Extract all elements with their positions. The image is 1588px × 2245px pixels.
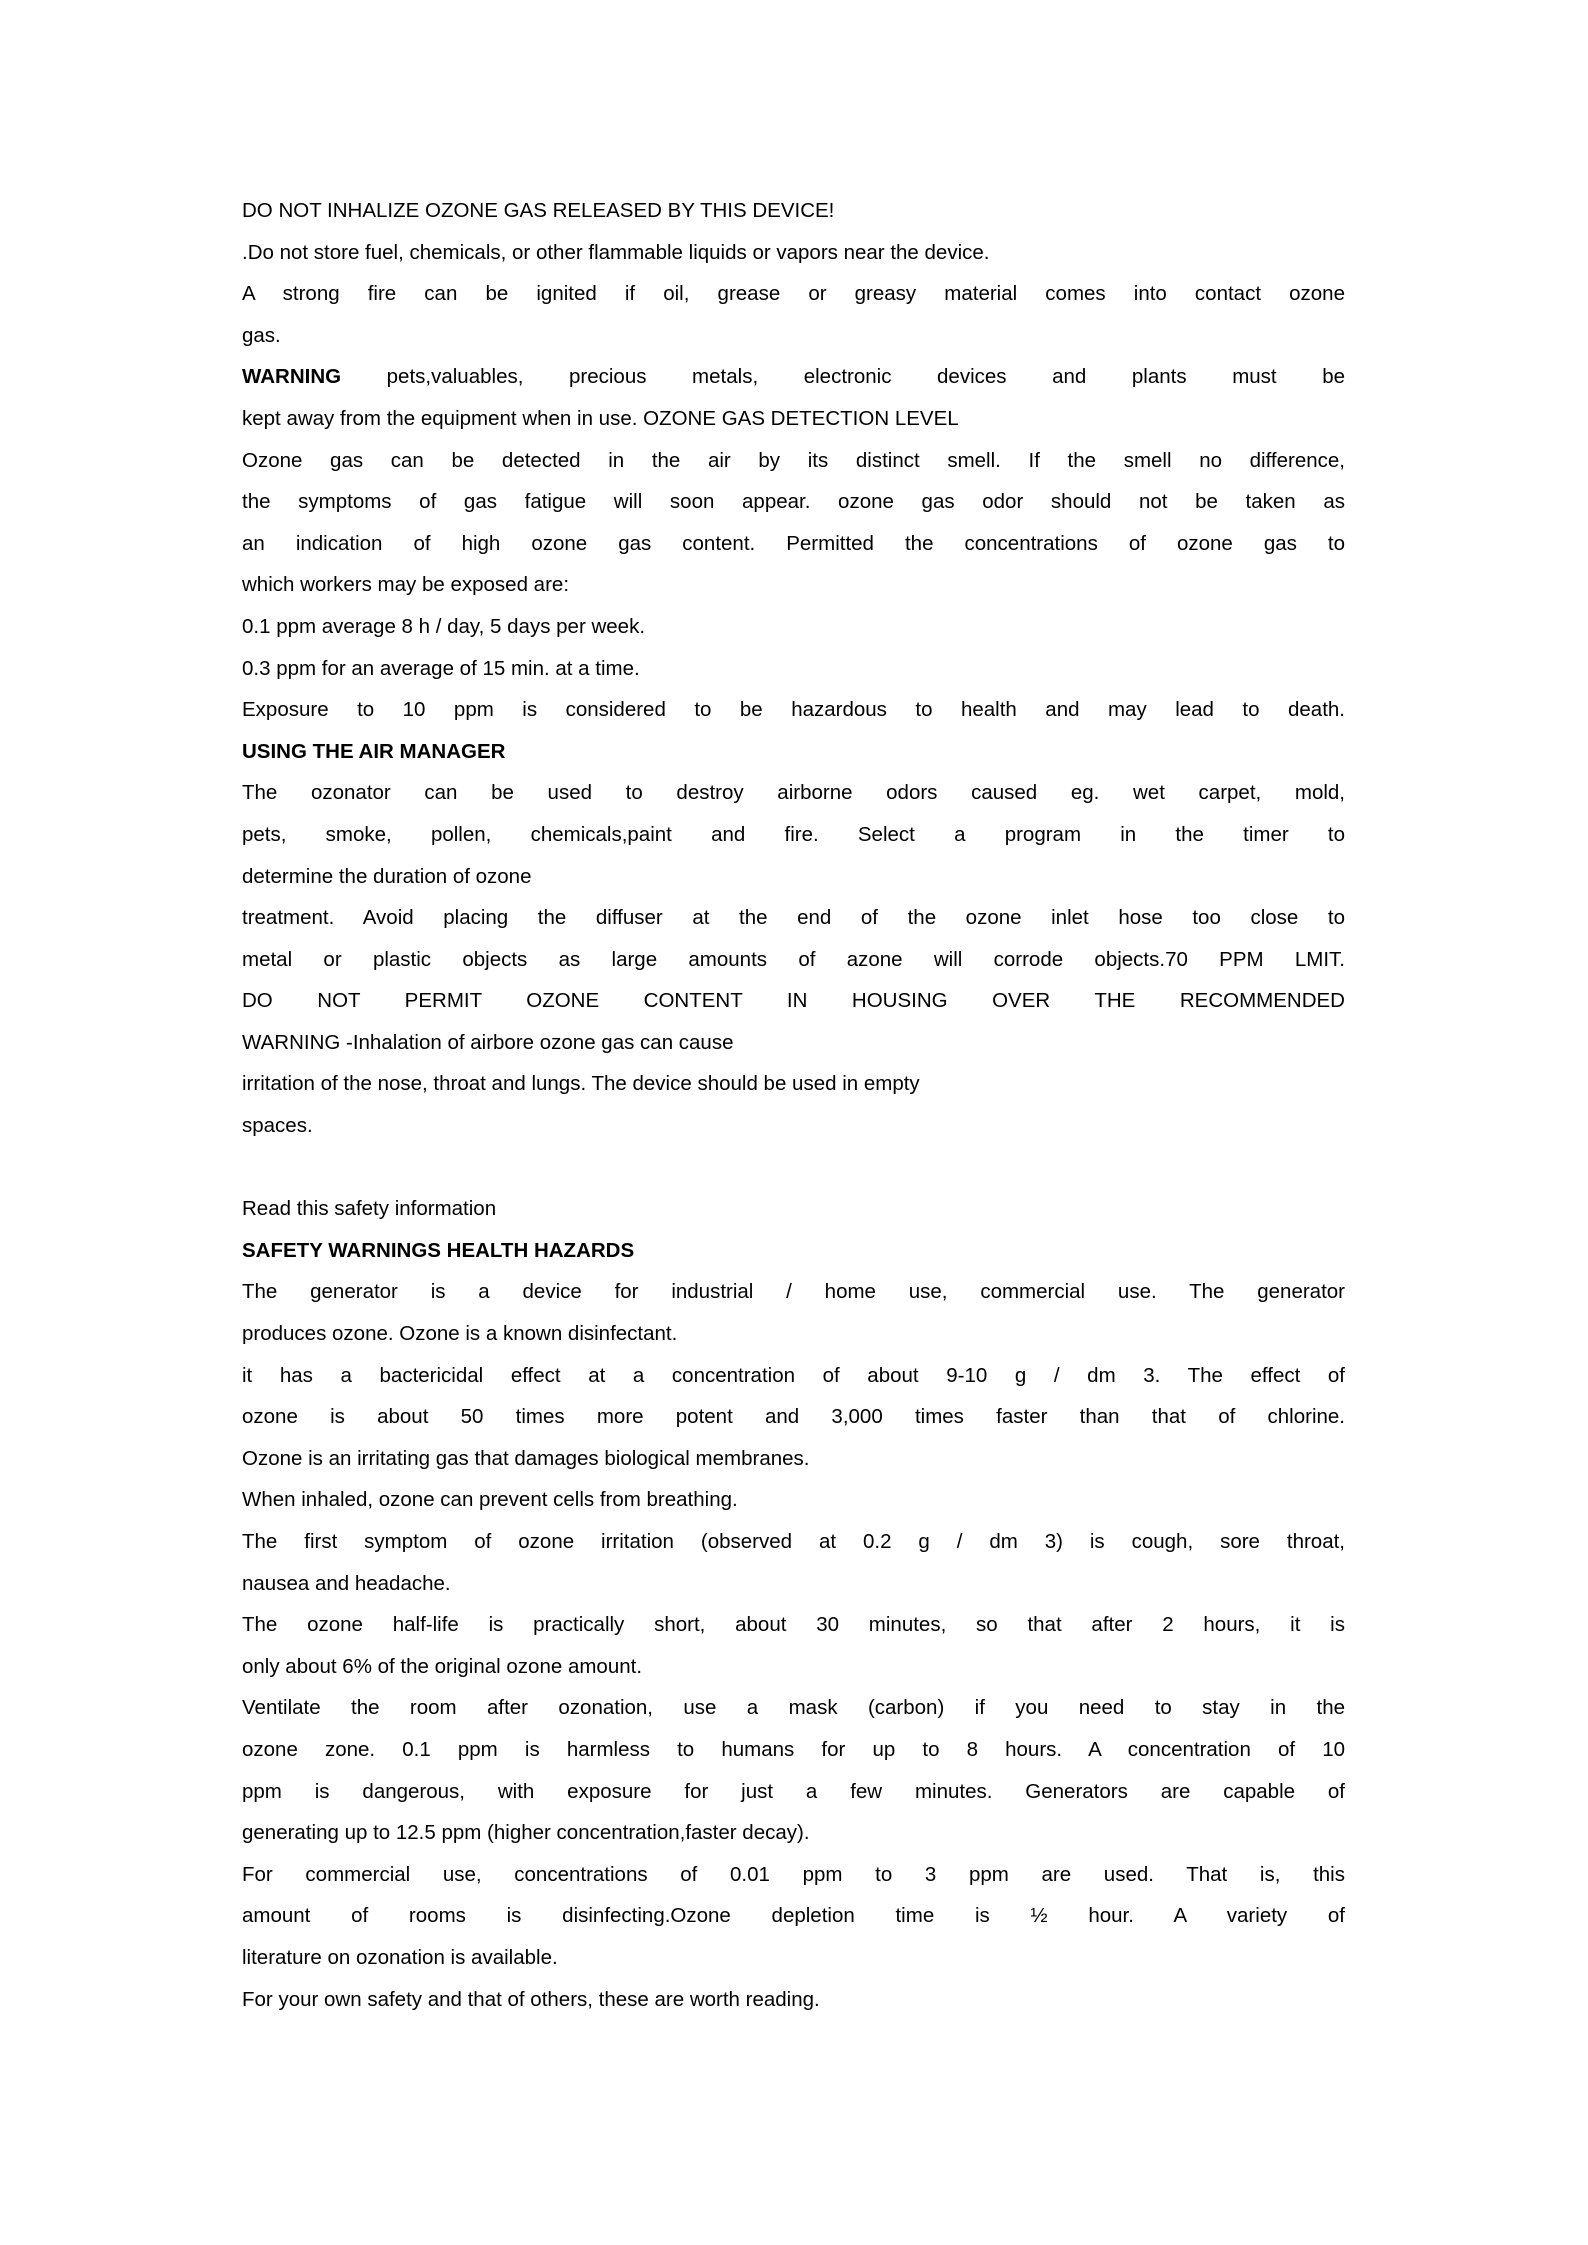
text-line: Ozone gas can be detected in the air by its distinct smell. If the smell no difference, (242, 448, 1345, 472)
text-line: The generator is a device for industrial / home use, commercial use. The generator (242, 1280, 1345, 1304)
text-line: pets, smoke, pollen, chemicals,paint and fire. Select a program in the timer to (242, 822, 1345, 846)
text-line: WARNING pets,valuables, precious metals, electronic devices and plants must be (242, 365, 1345, 389)
text-line: When inhaled, ozone can prevent cells from breathing. (242, 1488, 738, 1512)
text-line: it has a bactericidal effect at a concentration of about 9-10 g / dm 3. The effect of (242, 1363, 1345, 1387)
text-line: WARNING -Inhalation of airbore ozone gas can cause (242, 1030, 734, 1054)
text-line: irritation of the nose, throat and lungs. The device should be used in empty (242, 1072, 920, 1096)
text-line: For your own safety and that of others, these are worth reading. (242, 1987, 820, 2011)
text-line: ozone is about 50 times more potent and 3,000 times faster than that of chlorine. (242, 1405, 1345, 1429)
text-line: 0.1 ppm average 8 h / day, 5 days per week. (242, 614, 646, 638)
text-line: metal or plastic objects as large amounts of azone will corrode objects.70 PPM LMIT. (242, 947, 1345, 971)
text-line: gas. (242, 323, 281, 347)
text-line: only about 6% of the original ozone amount. (242, 1654, 643, 1678)
text-line: The ozone half-life is practically short, about 30 minutes, so that after 2 hours, it is (242, 1613, 1345, 1637)
text-line: For commercial use, concentrations of 0.01 ppm to 3 ppm are used. That is, this (242, 1862, 1345, 1886)
text-line: The first symptom of ozone irritation (observed at 0.2 g / dm 3) is cough, sore throat, (242, 1530, 1345, 1553)
bold-lead-text: WARNING (242, 365, 342, 389)
heading-line: USING THE AIR MANAGER (242, 739, 506, 763)
document-text-block (242, 190, 1345, 2020)
text-line: an indication of high ozone gas content. Permitted the concentrations of ozone gas to (242, 531, 1345, 555)
text-line: 0.3 ppm for an average of 15 min. at a time. (242, 656, 640, 680)
text-line: .Do not store fuel, chemicals, or other flammable liquids or vapors near the device. (242, 240, 990, 264)
text-line: the symptoms of gas fatigue will soon appear. ozone gas odor should not be taken as (242, 490, 1345, 514)
text-line: ozone zone. 0.1 ppm is harmless to humans for up to 8 hours. A concentration of 10 (242, 1737, 1345, 1761)
text-line: which workers may be exposed are: (242, 573, 570, 597)
text-line: Ventilate the room after ozonation, use a mask (carbon) if you need to stay in the (242, 1696, 1345, 1720)
text-line: Read this safety information (242, 1197, 497, 1221)
heading-line: SAFETY WARNINGS HEALTH HAZARDS (242, 1238, 635, 1262)
blank-line (242, 1147, 1345, 1189)
text-line: ppm is dangerous, with exposure for just a few minutes. Generators are capable of (242, 1779, 1345, 1803)
text-line: amount of rooms is disinfecting.Ozone depletion time is ½ hour. A variety of (242, 1904, 1345, 1928)
text-line: DO NOT INHALIZE OZONE GAS RELEASED BY THIS DEVICE! (242, 199, 835, 222)
text-line: A strong fire can be ignited if oil, grease or greasy material comes into contact ozone (242, 282, 1345, 306)
text-line: spaces. (242, 1114, 313, 1138)
text-line: kept away from the equipment when in use. OZONE GAS DETECTION LEVEL (242, 406, 959, 430)
text-line: Exposure to 10 ppm is considered to be hazardous to health and may lead to death. (242, 698, 1345, 722)
text-line: Ozone is an irritating gas that damages biological membranes. (242, 1446, 810, 1470)
text-line: produces ozone. Ozone is a known disinfectant. (242, 1322, 678, 1346)
text-line: DO NOT PERMIT OZONE CONTENT IN HOUSING OVER THE RECOMMENDED (242, 989, 1345, 1013)
text-line: nausea and headache. (242, 1571, 451, 1595)
text-line: literature on ozonation is available. (242, 1945, 558, 1969)
text-line: The ozonator can be used to destroy airborne odors caused eg. wet carpet, mold, (242, 781, 1345, 805)
text-line: treatment. Avoid placing the diffuser at the end of the ozone inlet hose too close to (242, 906, 1345, 930)
text-line: determine the duration of ozone (242, 864, 532, 888)
text-line: generating up to 12.5 ppm (higher concentration,faster decay). (242, 1821, 810, 1845)
